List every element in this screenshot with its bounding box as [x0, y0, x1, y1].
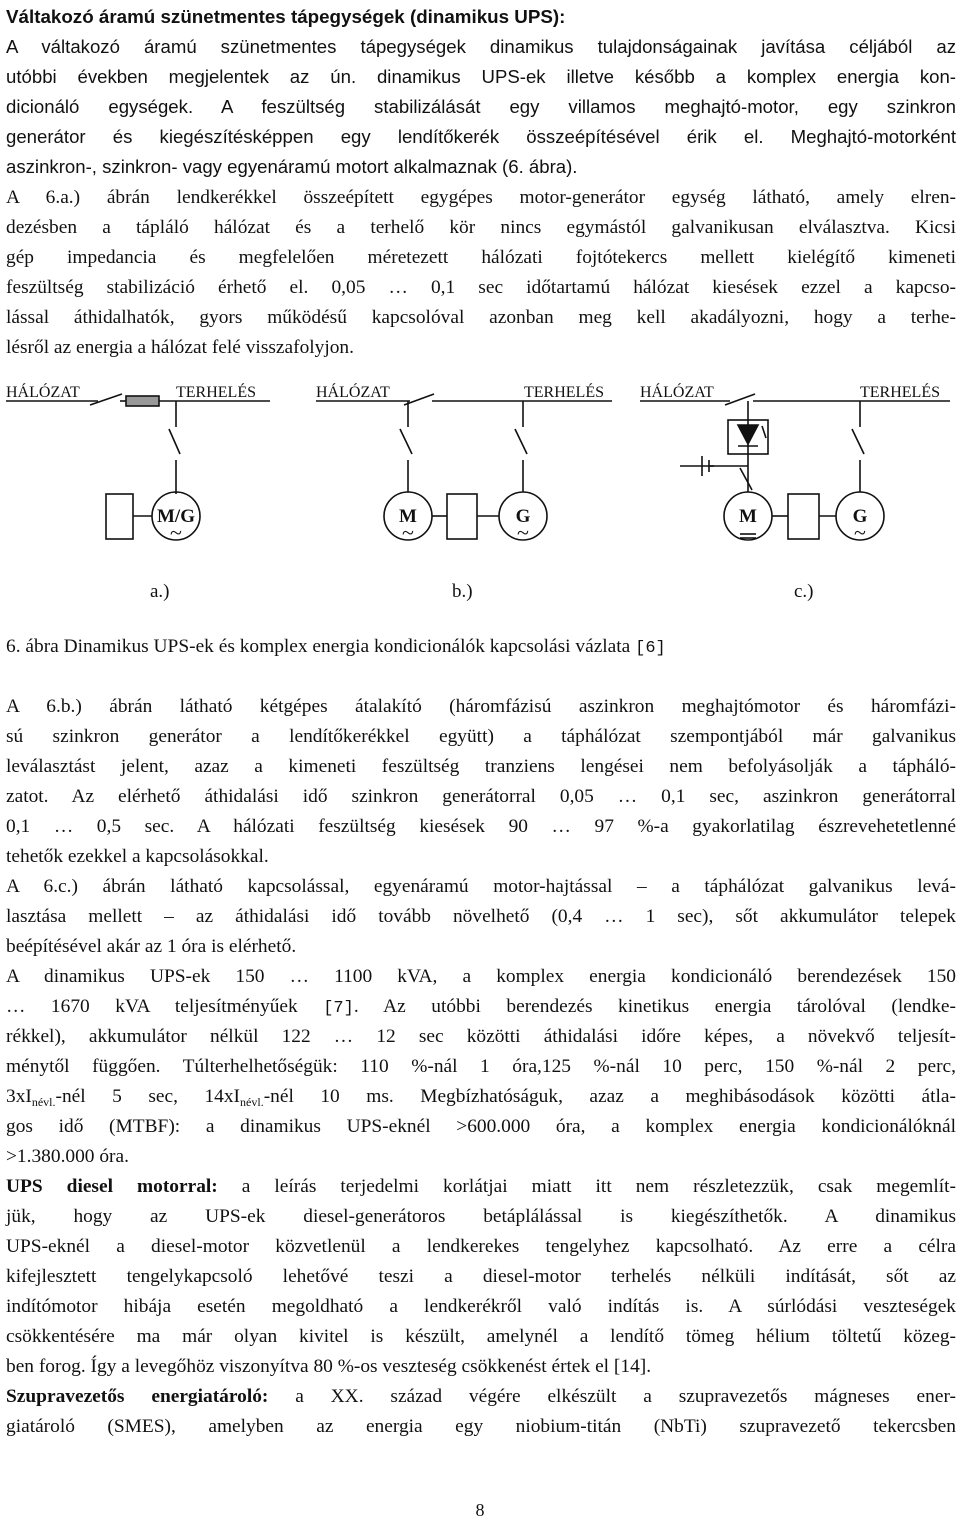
ac-tilde-b-m: ~ [402, 520, 414, 545]
text-line: zatot. Az elérhető áthidalási idő szinkron generátorral 0,05 … 0,1 sec, aszinkron generátorral [6, 786, 956, 807]
text-line: gép impedancia és megfelelően méretezett hálózati fojtótekercs mellett kielégítő kimeneti [6, 247, 956, 268]
text-line: feszültség stabilizáció érhető el. 0,05 … 0,1 sec időtartamú hálózat kiesések ezzel a kapcso- [6, 277, 956, 298]
text-line: kifejlesztett tengelykapcsoló lehetővé teszi a diesel-motor terhelés nélküli indítását, sőt az [6, 1266, 956, 1287]
text-line: leválasztást jelent, azaz a kimeneti feszültség tranziens lengései nem befolyásolják a tápháló- [6, 756, 956, 777]
text-fragment: 3xI [6, 1086, 32, 1107]
text-line: A 6.c.) ábrán látható kapcsolással, egyenáramú motor-hajtással – a táphálózat galvanikus levá- [6, 876, 956, 897]
text-line: dezésben a tápláló hálózat és a terhelő kör nincs egymástól galvanikusan elválasztva. Kicsi [6, 217, 956, 238]
text-line: A dinamikus UPS-ek 150 … 1100 kVA, a komplex energia kondicionáló berendezések 150 [6, 966, 956, 987]
load-label-c: TERHELÉS [860, 384, 940, 401]
sublabel-c: c.) [794, 581, 814, 602]
subscript: névl. [240, 1095, 264, 1109]
text-line: ménytől függően. Túlterhelhetőségük: 110 %-nál 1 óra,125 %-nál 10 perc, 150 %-nál 2 perc, [6, 1056, 956, 1077]
text-line [6, 1082, 956, 1112]
caption-text: 6. ábra Dinamikus UPS-ek és komplex energia kondicionálók kapcsolási vázlata [6, 636, 636, 657]
caption-ref: [6] [635, 639, 666, 658]
bold-heading: UPS diesel motorral: [6, 1176, 218, 1197]
text-line: utóbbi években megjelentek az ún. dinamikus UPS-ek illetve később a komplex energia kon- [6, 66, 956, 87]
text-line: beépítésével akár az 1 óra is elérhető. [6, 936, 297, 957]
paragraph-b [6, 692, 956, 872]
paragraph-f [6, 1382, 956, 1442]
text-line: rékkel), akkumulátor nélkül 122 … 12 sec közötti áthidalási időre képes, a növekvő teljesít- [6, 1026, 956, 1047]
text-line: A 6.a.) ábrán lendkerékkel összeépített egygépes motor-generátor egység látható, amely elren- [6, 187, 956, 208]
text-line: giatároló (SMES), amelyben az energia egy niobium-titán (NbTi) szupravezető tekercsben [6, 1416, 956, 1437]
section-title: Váltakozó áramú szünetmentes tápegységek (dinamikus UPS): [6, 6, 566, 27]
text-line: 0,1 … 0,5 sec. A hálózati feszültség kiesések 90 … 97 %-a gyakorlatilag észrevehetetlenné [6, 816, 956, 837]
text-fragment: -nél 10 ms. Megbízhatóságuk, azaz a meghibásodások közötti átla- [263, 1086, 956, 1107]
text-line [6, 992, 956, 1022]
text-line: dicionáló egységek. A feszültség stabilizálását egy villamos meghajtó-motor, egy szinkron [6, 96, 956, 117]
text-line: sú szinkron generátor a lendítőkerékkel együtt) a táphálózat szempontjából már galvanikus [6, 726, 956, 747]
text-line: >1.380.000 óra. [6, 1146, 129, 1167]
motor-label-c: M [739, 506, 757, 527]
circuit-diagram [0, 372, 960, 612]
network-label-a: HÁLÓZAT [6, 384, 80, 401]
text-line: aszinkron-, szinkron- vagy egyenáramú motort alkalmaznak (6. ábra). [6, 156, 578, 177]
text-fragment: a leírás terjedelmi korlátjai miatt itt nem részletezzük, csak megemlít- [217, 1176, 956, 1197]
text-line: UPS-eknél a diesel-motor közvetlenül a lendkerekes tengelyhez kapcsolható. Az erre a célra [6, 1236, 956, 1257]
sublabel-b: b.) [452, 581, 473, 602]
text-fragment: … 1670 kVA teljesítményűek [6, 996, 324, 1017]
page-number: 8 [475, 1500, 485, 1520]
text-line: lással áthidalhatók, gyors működésű kapcsolóval azonban meg kell akadályozni, hogy a terhe- [6, 307, 956, 328]
text-line: A 6.b.) ábrán látható kétgépes átalakító (háromfázisú aszinkron meghajtómotor és háromfázi- [6, 696, 956, 717]
ac-tilde-a: ~ [170, 520, 182, 545]
paragraph-e [6, 1172, 956, 1382]
text-line [6, 1172, 956, 1202]
sublabel-a: a.) [150, 581, 170, 602]
figure-caption [6, 632, 666, 662]
text-line [6, 1382, 956, 1412]
motor-label-b: M [399, 506, 417, 527]
network-label-b: HÁLÓZAT [316, 384, 390, 401]
machine-mg-label: M/G [157, 506, 195, 527]
network-label-c: HÁLÓZAT [640, 384, 714, 401]
text-line: lésről az energia a hálózat felé visszafolyjon. [6, 337, 354, 358]
text-line: gos idő (MTBF): a dinamikus UPS-eknél >600.000 óra, a komplex energia kondicionálóknál [6, 1116, 956, 1137]
text-line: lasztása mellett – az áthidalási idő tovább növelhető (0,4 … 1 sec), sőt akkumulátor telepek [6, 906, 956, 927]
text-line: indítómotor hibája esetén megoldható a lendkerékről való indítás is. A súrlódási veszteségek [6, 1296, 956, 1317]
text-line: A váltakozó áramú szünetmentes tápegységek dinamikus tulajdonságainak javítása céljából az [6, 36, 956, 57]
ac-tilde-c-g: ~ [854, 520, 866, 545]
reference-7: [7] [323, 999, 354, 1018]
text-line: csökkentésére ma már olyan kivitel is készült, amelynél a lendítő tömeg hélium töltetű közeg- [6, 1326, 956, 1347]
bold-heading: Szupravezetős energiatároló: [6, 1386, 269, 1407]
paragraph-d [6, 962, 956, 1172]
generator-label-b: G [515, 506, 531, 527]
text-line: tehetők ezekkel a kapcsolásokkal. [6, 846, 269, 867]
text-fragment: a XX. század végére elkészült a szupravezetős mágneses ener- [268, 1386, 956, 1407]
text-line: jük, hogy az UPS-ek diesel-generátoros betáplálással is kiegészíthetők. A dinamikus [6, 1206, 956, 1227]
ac-tilde-b-g: ~ [517, 520, 529, 545]
figure-6 [0, 372, 960, 612]
generator-label-c: G [852, 506, 868, 527]
intro-section [6, 2, 956, 182]
paragraph-c [6, 872, 956, 962]
subscript: névl. [31, 1095, 56, 1109]
paragraph-a [6, 183, 956, 363]
load-label-a: TERHELÉS [176, 384, 256, 401]
text-fragment: -nél 5 sec, 14xI [55, 1086, 241, 1107]
text-fragment: . Az utóbbi berendezés kinetikus energia tárolóval (lendke- [353, 996, 956, 1017]
load-label-b: TERHELÉS [524, 384, 604, 401]
text-line: ben forog. Így a levegőhöz viszonyítva 80 %-os veszteség csökkenést értek el [14]. [6, 1356, 652, 1377]
text-line: generátor és kiegészítésképpen egy lendítőkerék összeépítésével érik el. Meghajtó-motorként [6, 126, 956, 147]
